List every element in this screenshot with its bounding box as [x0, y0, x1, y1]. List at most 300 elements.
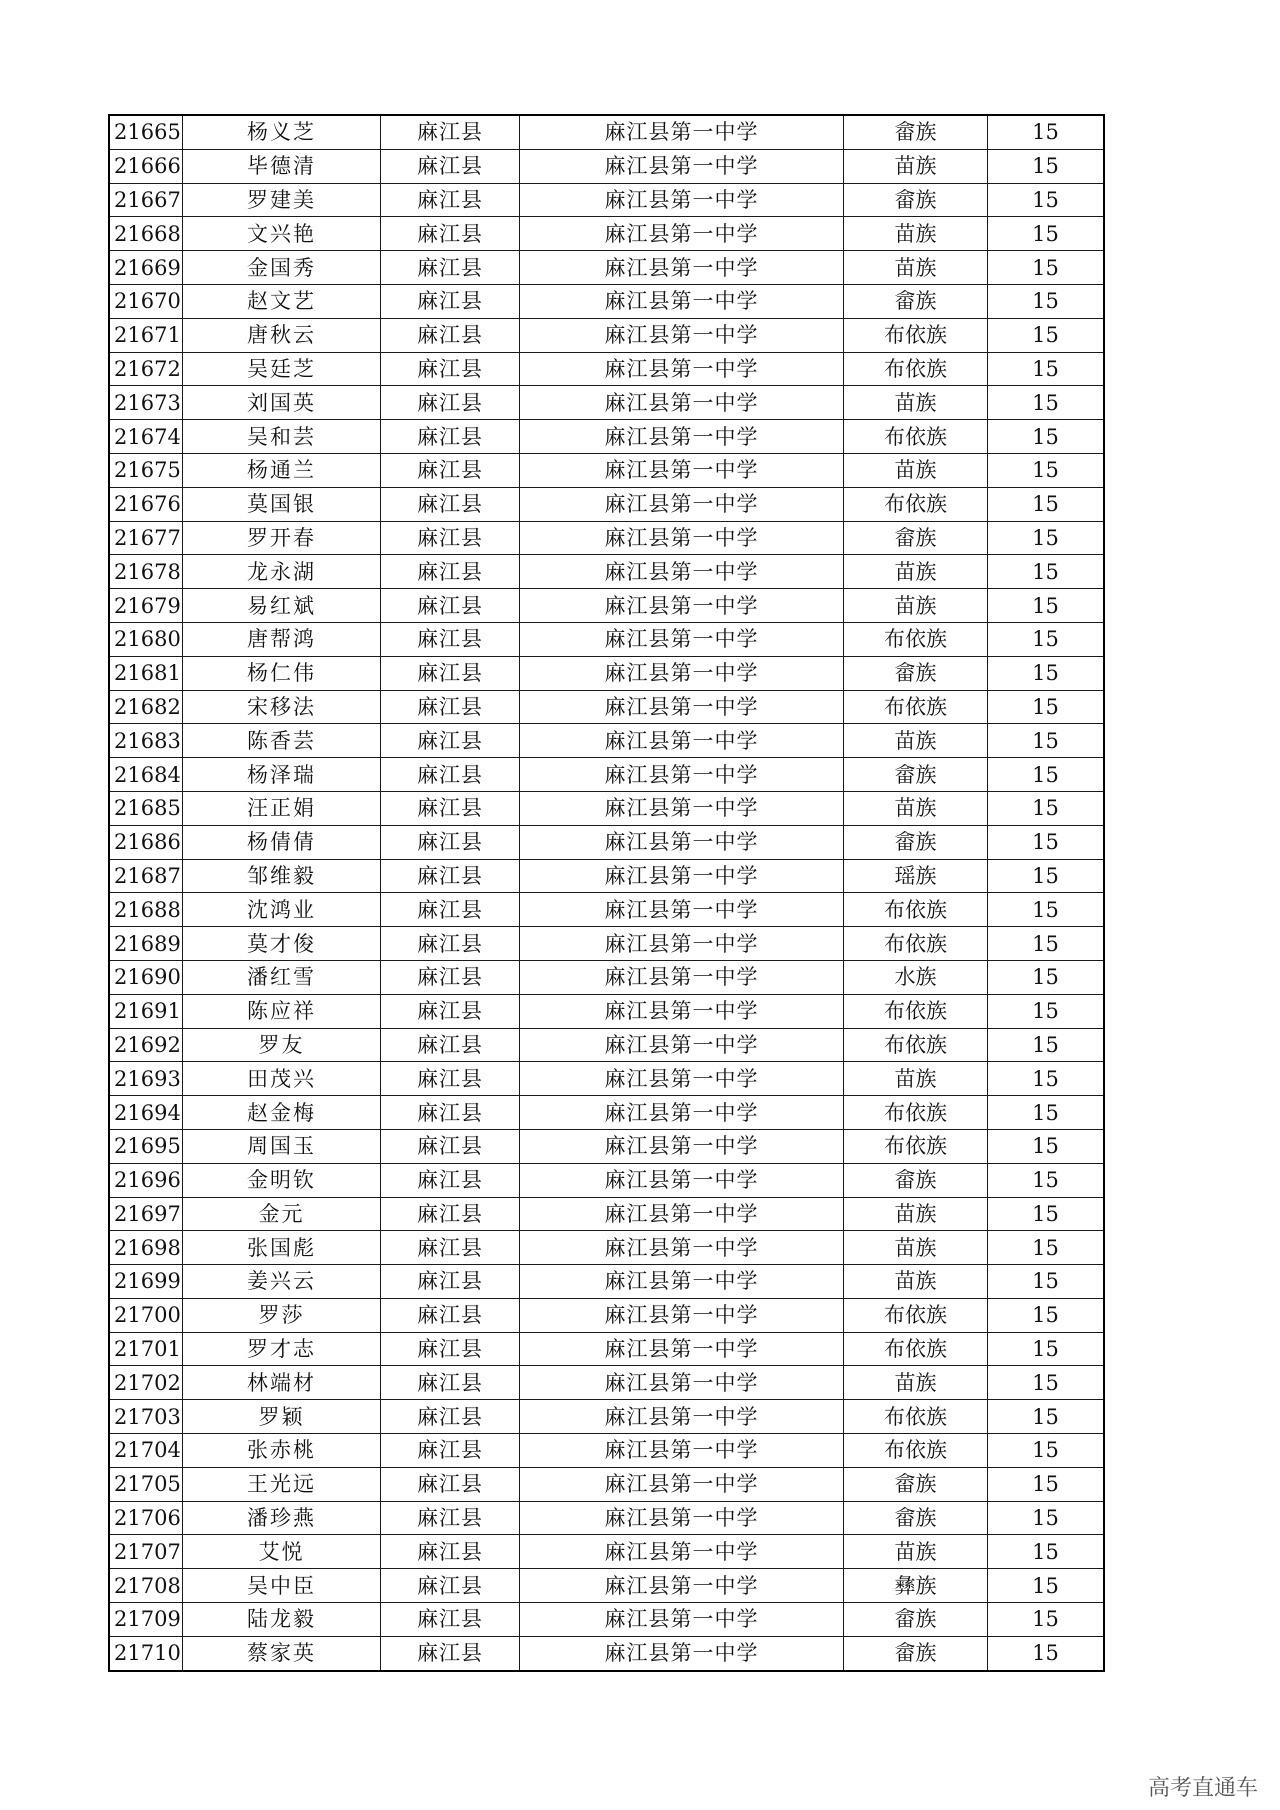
table-row — [109, 183, 1104, 217]
cell-ethnicity: 瑶族 — [844, 859, 988, 893]
cell-ethnicity: 苗族 — [844, 589, 988, 623]
cell-score: 15 — [988, 149, 1105, 183]
cell-name: 陈应祥 — [183, 994, 381, 1028]
cell-county: 麻江县 — [381, 589, 520, 623]
cell-school: 麻江县第一中学 — [520, 1569, 844, 1603]
cell-name: 邹维毅 — [183, 859, 381, 893]
cell-name: 潘珍燕 — [183, 1501, 381, 1535]
cell-ethnicity: 苗族 — [844, 555, 988, 589]
cell-ethnicity: 苗族 — [844, 217, 988, 251]
cell-score: 15 — [988, 622, 1105, 656]
student-list-table — [108, 114, 1105, 1672]
cell-county: 麻江县 — [381, 1501, 520, 1535]
table-row — [109, 1332, 1104, 1366]
cell-name: 唐帮鸿 — [183, 622, 381, 656]
cell-county: 麻江县 — [381, 724, 520, 758]
cell-name: 罗建美 — [183, 183, 381, 217]
cell-score: 15 — [988, 487, 1105, 521]
table-row — [109, 1501, 1104, 1535]
cell-id: 21677 — [109, 521, 183, 555]
cell-county: 麻江县 — [381, 1028, 520, 1062]
cell-ethnicity: 水族 — [844, 960, 988, 994]
cell-ethnicity: 布依族 — [844, 622, 988, 656]
cell-name: 金元 — [183, 1197, 381, 1231]
cell-id: 21700 — [109, 1298, 183, 1332]
cell-name: 莫国银 — [183, 487, 381, 521]
cell-school: 麻江县第一中学 — [520, 791, 844, 825]
cell-school: 麻江县第一中学 — [520, 149, 844, 183]
cell-ethnicity: 布依族 — [844, 1298, 988, 1332]
cell-score: 15 — [988, 893, 1105, 927]
cell-county: 麻江县 — [381, 1467, 520, 1501]
cell-score: 15 — [988, 352, 1105, 386]
cell-name: 杨通兰 — [183, 453, 381, 487]
cell-name: 刘国英 — [183, 386, 381, 420]
cell-id: 21702 — [109, 1366, 183, 1400]
table-row — [109, 487, 1104, 521]
cell-name: 沈鸿业 — [183, 893, 381, 927]
cell-score: 15 — [988, 960, 1105, 994]
cell-ethnicity: 畲族 — [844, 115, 988, 149]
cell-county: 麻江县 — [381, 758, 520, 792]
cell-county: 麻江县 — [381, 420, 520, 454]
cell-county: 麻江县 — [381, 1535, 520, 1569]
cell-name: 林端材 — [183, 1366, 381, 1400]
cell-ethnicity: 布依族 — [844, 487, 988, 521]
cell-school: 麻江县第一中学 — [520, 1535, 844, 1569]
cell-id: 21690 — [109, 960, 183, 994]
table-row — [109, 1231, 1104, 1265]
table-row — [109, 690, 1104, 724]
cell-county: 麻江县 — [381, 1129, 520, 1163]
cell-school: 麻江县第一中学 — [520, 690, 844, 724]
cell-score: 15 — [988, 1636, 1105, 1670]
cell-score: 15 — [988, 758, 1105, 792]
cell-county: 麻江县 — [381, 1366, 520, 1400]
cell-id: 21704 — [109, 1434, 183, 1468]
cell-name: 罗才志 — [183, 1332, 381, 1366]
cell-score: 15 — [988, 859, 1105, 893]
cell-id: 21670 — [109, 284, 183, 318]
cell-county: 麻江县 — [381, 656, 520, 690]
cell-county: 麻江县 — [381, 318, 520, 352]
cell-score: 15 — [988, 927, 1105, 961]
cell-name: 潘红雪 — [183, 960, 381, 994]
cell-name: 杨泽瑞 — [183, 758, 381, 792]
cell-id: 21680 — [109, 622, 183, 656]
cell-school: 麻江县第一中学 — [520, 825, 844, 859]
cell-id: 21699 — [109, 1265, 183, 1299]
cell-id: 21705 — [109, 1467, 183, 1501]
cell-ethnicity: 布依族 — [844, 994, 988, 1028]
cell-school: 麻江县第一中学 — [520, 251, 844, 285]
cell-school: 麻江县第一中学 — [520, 859, 844, 893]
cell-name: 陆龙毅 — [183, 1603, 381, 1637]
cell-score: 15 — [988, 1028, 1105, 1062]
cell-ethnicity: 苗族 — [844, 724, 988, 758]
cell-county: 麻江县 — [381, 1298, 520, 1332]
cell-ethnicity: 布依族 — [844, 927, 988, 961]
cell-ethnicity: 畲族 — [844, 1163, 988, 1197]
table-row — [109, 1197, 1104, 1231]
table-row — [109, 656, 1104, 690]
table-row — [109, 1467, 1104, 1501]
cell-score: 15 — [988, 1366, 1105, 1400]
cell-name: 吴中臣 — [183, 1569, 381, 1603]
cell-score: 15 — [988, 1298, 1105, 1332]
cell-ethnicity: 布依族 — [844, 1434, 988, 1468]
cell-score: 15 — [988, 1603, 1105, 1637]
cell-ethnicity: 布依族 — [844, 420, 988, 454]
table-row — [109, 251, 1104, 285]
cell-county: 麻江县 — [381, 284, 520, 318]
cell-ethnicity: 畲族 — [844, 758, 988, 792]
cell-name: 罗颖 — [183, 1400, 381, 1434]
cell-id: 21696 — [109, 1163, 183, 1197]
table-row — [109, 1129, 1104, 1163]
watermark: 高考直通车 — [1147, 1776, 1258, 1801]
cell-county: 麻江县 — [381, 960, 520, 994]
cell-score: 15 — [988, 1467, 1105, 1501]
cell-score: 15 — [988, 521, 1105, 555]
table-row — [109, 1163, 1104, 1197]
cell-ethnicity: 苗族 — [844, 791, 988, 825]
cell-ethnicity: 布依族 — [844, 1028, 988, 1062]
cell-school: 麻江县第一中学 — [520, 1467, 844, 1501]
table-row — [109, 318, 1104, 352]
table-row — [109, 724, 1104, 758]
cell-school: 麻江县第一中学 — [520, 656, 844, 690]
cell-county: 麻江县 — [381, 690, 520, 724]
cell-school: 麻江县第一中学 — [520, 994, 844, 1028]
cell-ethnicity: 苗族 — [844, 251, 988, 285]
table-row — [109, 1400, 1104, 1434]
cell-score: 15 — [988, 1501, 1105, 1535]
table-row — [109, 622, 1104, 656]
cell-id: 21674 — [109, 420, 183, 454]
cell-ethnicity: 畲族 — [844, 825, 988, 859]
cell-school: 麻江县第一中学 — [520, 1231, 844, 1265]
cell-ethnicity: 布依族 — [844, 1332, 988, 1366]
cell-name: 周国玉 — [183, 1129, 381, 1163]
cell-id: 21707 — [109, 1535, 183, 1569]
cell-score: 15 — [988, 1332, 1105, 1366]
cell-name: 艾悦 — [183, 1535, 381, 1569]
cell-county: 麻江县 — [381, 927, 520, 961]
cell-name: 张赤桃 — [183, 1434, 381, 1468]
cell-id: 21671 — [109, 318, 183, 352]
cell-ethnicity: 苗族 — [844, 386, 988, 420]
cell-name: 赵金梅 — [183, 1096, 381, 1130]
cell-id: 21667 — [109, 183, 183, 217]
cell-school: 麻江县第一中学 — [520, 622, 844, 656]
cell-name: 姜兴云 — [183, 1265, 381, 1299]
cell-score: 15 — [988, 555, 1105, 589]
table-row — [109, 825, 1104, 859]
cell-id: 21701 — [109, 1332, 183, 1366]
table-row — [109, 893, 1104, 927]
cell-id: 21665 — [109, 115, 183, 149]
cell-county: 麻江县 — [381, 1197, 520, 1231]
cell-school: 麻江县第一中学 — [520, 386, 844, 420]
cell-school: 麻江县第一中学 — [520, 115, 844, 149]
cell-score: 15 — [988, 318, 1105, 352]
cell-school: 麻江县第一中学 — [520, 589, 844, 623]
table-row — [109, 791, 1104, 825]
cell-score: 15 — [988, 825, 1105, 859]
cell-score: 15 — [988, 251, 1105, 285]
cell-county: 麻江县 — [381, 487, 520, 521]
cell-county: 麻江县 — [381, 1231, 520, 1265]
cell-score: 15 — [988, 1062, 1105, 1096]
cell-county: 麻江县 — [381, 1636, 520, 1670]
cell-ethnicity: 苗族 — [844, 1197, 988, 1231]
cell-ethnicity: 苗族 — [844, 453, 988, 487]
table-row — [109, 420, 1104, 454]
cell-county: 麻江县 — [381, 1569, 520, 1603]
cell-school: 麻江县第一中学 — [520, 1197, 844, 1231]
cell-county: 麻江县 — [381, 859, 520, 893]
cell-school: 麻江县第一中学 — [520, 1603, 844, 1637]
cell-score: 15 — [988, 1163, 1105, 1197]
cell-name: 易红斌 — [183, 589, 381, 623]
table-row — [109, 1062, 1104, 1096]
cell-ethnicity: 畲族 — [844, 1636, 988, 1670]
cell-school: 麻江县第一中学 — [520, 1265, 844, 1299]
table-row — [109, 1434, 1104, 1468]
cell-score: 15 — [988, 1265, 1105, 1299]
table-row — [109, 217, 1104, 251]
cell-county: 麻江县 — [381, 994, 520, 1028]
table-row — [109, 352, 1104, 386]
cell-score: 15 — [988, 690, 1105, 724]
cell-score: 15 — [988, 1434, 1105, 1468]
cell-ethnicity: 畲族 — [844, 1603, 988, 1637]
cell-score: 15 — [988, 1400, 1105, 1434]
table-row — [109, 1603, 1104, 1637]
cell-ethnicity: 畲族 — [844, 656, 988, 690]
cell-school: 麻江县第一中学 — [520, 284, 844, 318]
cell-ethnicity: 彝族 — [844, 1569, 988, 1603]
cell-school: 麻江县第一中学 — [520, 1163, 844, 1197]
cell-name: 吴廷芝 — [183, 352, 381, 386]
cell-ethnicity: 苗族 — [844, 149, 988, 183]
cell-ethnicity: 畲族 — [844, 1467, 988, 1501]
cell-id: 21683 — [109, 724, 183, 758]
cell-score: 15 — [988, 1231, 1105, 1265]
cell-ethnicity: 苗族 — [844, 1265, 988, 1299]
cell-score: 15 — [988, 1197, 1105, 1231]
cell-name: 金国秀 — [183, 251, 381, 285]
cell-ethnicity: 布依族 — [844, 690, 988, 724]
table-row — [109, 1265, 1104, 1299]
cell-county: 麻江县 — [381, 1332, 520, 1366]
cell-id: 21668 — [109, 217, 183, 251]
cell-school: 麻江县第一中学 — [520, 487, 844, 521]
cell-name: 罗友 — [183, 1028, 381, 1062]
cell-school: 麻江县第一中学 — [520, 927, 844, 961]
table-row — [109, 284, 1104, 318]
table-row — [109, 1569, 1104, 1603]
cell-score: 15 — [988, 791, 1105, 825]
cell-score: 15 — [988, 1129, 1105, 1163]
cell-ethnicity: 苗族 — [844, 1062, 988, 1096]
cell-school: 麻江县第一中学 — [520, 1400, 844, 1434]
cell-county: 麻江县 — [381, 555, 520, 589]
cell-id: 21697 — [109, 1197, 183, 1231]
cell-school: 麻江县第一中学 — [520, 1636, 844, 1670]
cell-name: 罗开春 — [183, 521, 381, 555]
cell-id: 21689 — [109, 927, 183, 961]
cell-score: 15 — [988, 386, 1105, 420]
cell-school: 麻江县第一中学 — [520, 1028, 844, 1062]
cell-id: 21706 — [109, 1501, 183, 1535]
cell-id: 21687 — [109, 859, 183, 893]
cell-id: 21666 — [109, 149, 183, 183]
cell-id: 21692 — [109, 1028, 183, 1062]
cell-county: 麻江县 — [381, 217, 520, 251]
cell-name: 莫才俊 — [183, 927, 381, 961]
cell-id: 21710 — [109, 1636, 183, 1670]
cell-school: 麻江县第一中学 — [520, 724, 844, 758]
cell-score: 15 — [988, 217, 1105, 251]
cell-ethnicity: 畲族 — [844, 284, 988, 318]
cell-id: 21673 — [109, 386, 183, 420]
table-row — [109, 149, 1104, 183]
cell-county: 麻江县 — [381, 115, 520, 149]
cell-name: 宋移法 — [183, 690, 381, 724]
cell-name: 杨倩倩 — [183, 825, 381, 859]
cell-name: 陈香芸 — [183, 724, 381, 758]
cell-id: 21679 — [109, 589, 183, 623]
cell-school: 麻江县第一中学 — [520, 758, 844, 792]
cell-id: 21686 — [109, 825, 183, 859]
cell-id: 21682 — [109, 690, 183, 724]
cell-school: 麻江县第一中学 — [520, 1298, 844, 1332]
cell-score: 15 — [988, 453, 1105, 487]
table-row — [109, 960, 1104, 994]
cell-name: 罗莎 — [183, 1298, 381, 1332]
cell-school: 麻江县第一中学 — [520, 420, 844, 454]
table-row — [109, 521, 1104, 555]
cell-name: 龙永湖 — [183, 555, 381, 589]
cell-name: 蔡家英 — [183, 1636, 381, 1670]
table-body — [109, 115, 1104, 1671]
cell-county: 麻江县 — [381, 521, 520, 555]
cell-ethnicity: 畲族 — [844, 1501, 988, 1535]
cell-school: 麻江县第一中学 — [520, 1129, 844, 1163]
cell-ethnicity: 布依族 — [844, 352, 988, 386]
cell-county: 麻江县 — [381, 149, 520, 183]
cell-county: 麻江县 — [381, 183, 520, 217]
cell-id: 21681 — [109, 656, 183, 690]
cell-ethnicity: 苗族 — [844, 1366, 988, 1400]
table-row — [109, 1636, 1104, 1670]
cell-name: 吴和芸 — [183, 420, 381, 454]
cell-county: 麻江县 — [381, 1603, 520, 1637]
cell-id: 21698 — [109, 1231, 183, 1265]
table-row — [109, 1028, 1104, 1062]
cell-county: 麻江县 — [381, 1062, 520, 1096]
cell-county: 麻江县 — [381, 1265, 520, 1299]
cell-name: 文兴艳 — [183, 217, 381, 251]
cell-id: 21694 — [109, 1096, 183, 1130]
table-row — [109, 1298, 1104, 1332]
cell-score: 15 — [988, 1096, 1105, 1130]
cell-county: 麻江县 — [381, 825, 520, 859]
cell-school: 麻江县第一中学 — [520, 1501, 844, 1535]
cell-id: 21703 — [109, 1400, 183, 1434]
table-row — [109, 927, 1104, 961]
cell-school: 麻江县第一中学 — [520, 960, 844, 994]
cell-name: 杨仁伟 — [183, 656, 381, 690]
table-row — [109, 1366, 1104, 1400]
cell-school: 麻江县第一中学 — [520, 217, 844, 251]
cell-school: 麻江县第一中学 — [520, 318, 844, 352]
cell-county: 麻江县 — [381, 453, 520, 487]
cell-name: 赵文艺 — [183, 284, 381, 318]
cell-ethnicity: 畲族 — [844, 521, 988, 555]
cell-score: 15 — [988, 1535, 1105, 1569]
cell-score: 15 — [988, 724, 1105, 758]
cell-county: 麻江县 — [381, 1096, 520, 1130]
cell-id: 21669 — [109, 251, 183, 285]
cell-id: 21672 — [109, 352, 183, 386]
cell-county: 麻江县 — [381, 1434, 520, 1468]
cell-name: 金明钦 — [183, 1163, 381, 1197]
table-row — [109, 115, 1104, 149]
table-row — [109, 453, 1104, 487]
cell-name: 张国彪 — [183, 1231, 381, 1265]
table-row — [109, 994, 1104, 1028]
cell-id: 21709 — [109, 1603, 183, 1637]
cell-id: 21688 — [109, 893, 183, 927]
table-row — [109, 1535, 1104, 1569]
cell-name: 毕德清 — [183, 149, 381, 183]
cell-name: 唐秋云 — [183, 318, 381, 352]
cell-score: 15 — [988, 183, 1105, 217]
cell-name: 汪正娟 — [183, 791, 381, 825]
table-row — [109, 1096, 1104, 1130]
cell-id: 21693 — [109, 1062, 183, 1096]
cell-county: 麻江县 — [381, 622, 520, 656]
cell-score: 15 — [988, 115, 1105, 149]
cell-name: 杨义芝 — [183, 115, 381, 149]
cell-school: 麻江县第一中学 — [520, 555, 844, 589]
cell-score: 15 — [988, 656, 1105, 690]
cell-id: 21675 — [109, 453, 183, 487]
cell-id: 21695 — [109, 1129, 183, 1163]
cell-school: 麻江县第一中学 — [520, 453, 844, 487]
table-row — [109, 758, 1104, 792]
cell-school: 麻江县第一中学 — [520, 1096, 844, 1130]
cell-school: 麻江县第一中学 — [520, 1332, 844, 1366]
cell-county: 麻江县 — [381, 1163, 520, 1197]
cell-ethnicity: 布依族 — [844, 893, 988, 927]
cell-ethnicity: 布依族 — [844, 1129, 988, 1163]
cell-score: 15 — [988, 284, 1105, 318]
table-row — [109, 589, 1104, 623]
cell-county: 麻江县 — [381, 893, 520, 927]
cell-id: 21684 — [109, 758, 183, 792]
cell-school: 麻江县第一中学 — [520, 183, 844, 217]
cell-id: 21691 — [109, 994, 183, 1028]
cell-ethnicity: 苗族 — [844, 1535, 988, 1569]
cell-ethnicity: 布依族 — [844, 1096, 988, 1130]
cell-county: 麻江县 — [381, 1400, 520, 1434]
cell-id: 21685 — [109, 791, 183, 825]
cell-score: 15 — [988, 1569, 1105, 1603]
